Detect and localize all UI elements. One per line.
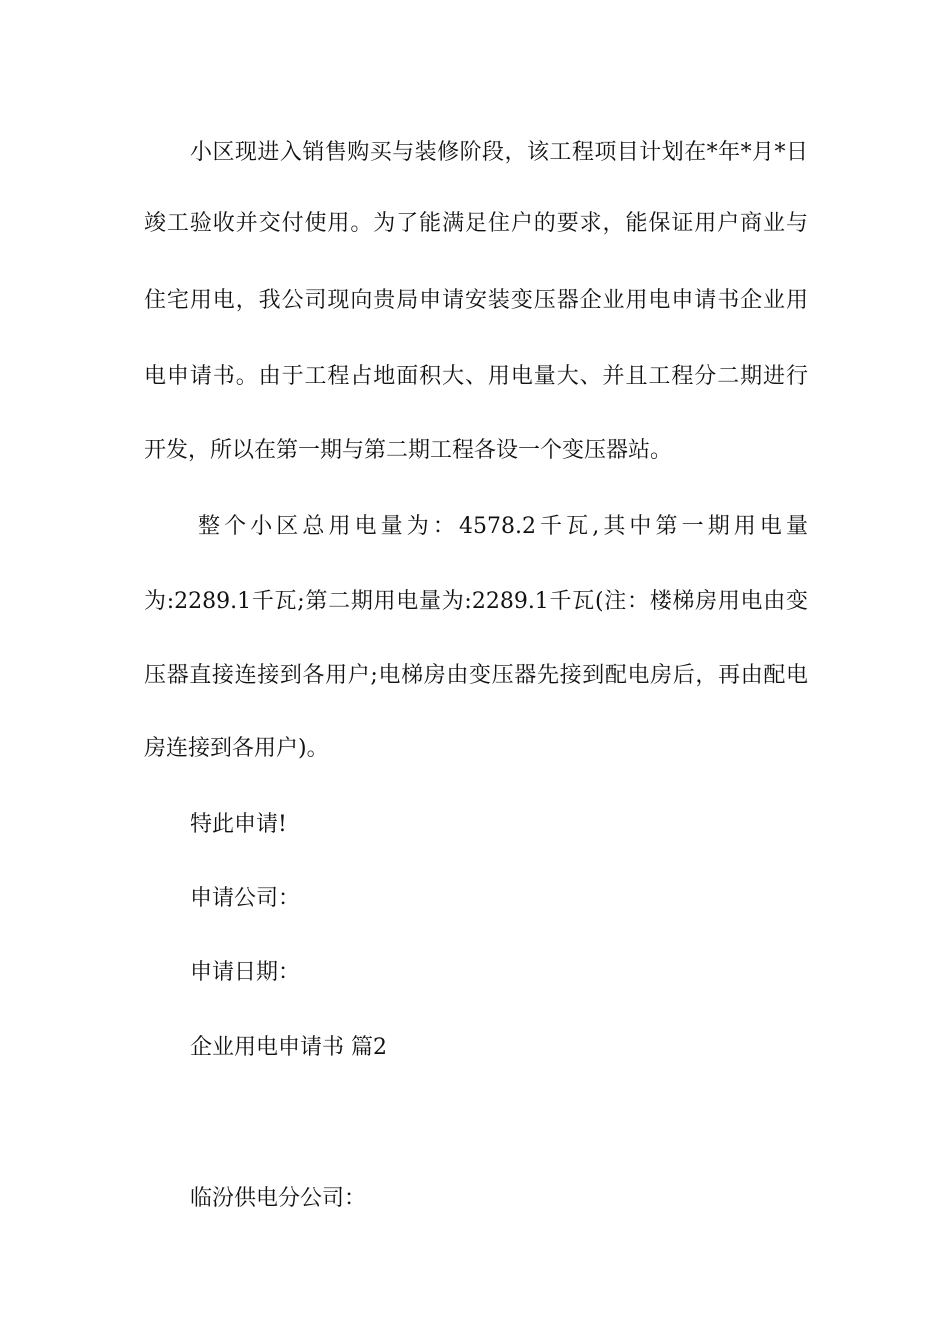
paragraph-2-line-4: 房连接到各用户)。 bbox=[144, 736, 329, 761]
paragraph-1-line-2: 竣工验收并交付使用。为了能满足住户的要求，能保证用户商业与 bbox=[144, 211, 808, 236]
paragraph-1-line-3: 住宅用电，我公司现向贵局申请安装变压器企业用电申请书企业用 bbox=[144, 288, 808, 313]
applicant-company-label: 申请公司： bbox=[190, 886, 301, 911]
closing-text: 特此申请! bbox=[190, 812, 287, 837]
paragraph-2-line-3: 压器直接连接到各用户;电梯房由变压器先接到配电房后，再由配电 bbox=[144, 663, 808, 688]
paragraph-1-line-4: 电申请书。由于工程占地面积大、用电量大、并且工程分二期进行 bbox=[144, 364, 808, 389]
addressee-line: 临汾供电分公司： bbox=[190, 1186, 367, 1211]
paragraph-1-line-1: 小区现进入销售购买与装修阶段，该工程项目计划在*年*月*日 bbox=[190, 140, 808, 165]
paragraph-2-line-2: 为:2289.1千瓦;第二期用电量为:2289.1千瓦(注：楼梯房用电由变 bbox=[144, 589, 808, 614]
section-heading: 企业用电申请书 篇2 bbox=[190, 1035, 387, 1060]
paragraph-2-line-1: 整个小区总用电量为：4578.2千瓦,其中第一期用电量 bbox=[198, 514, 808, 539]
application-date-label: 申请日期： bbox=[190, 960, 301, 985]
paragraph-1-line-5: 开发，所以在第一期与第二期工程各设一个变压器站。 bbox=[144, 438, 673, 463]
